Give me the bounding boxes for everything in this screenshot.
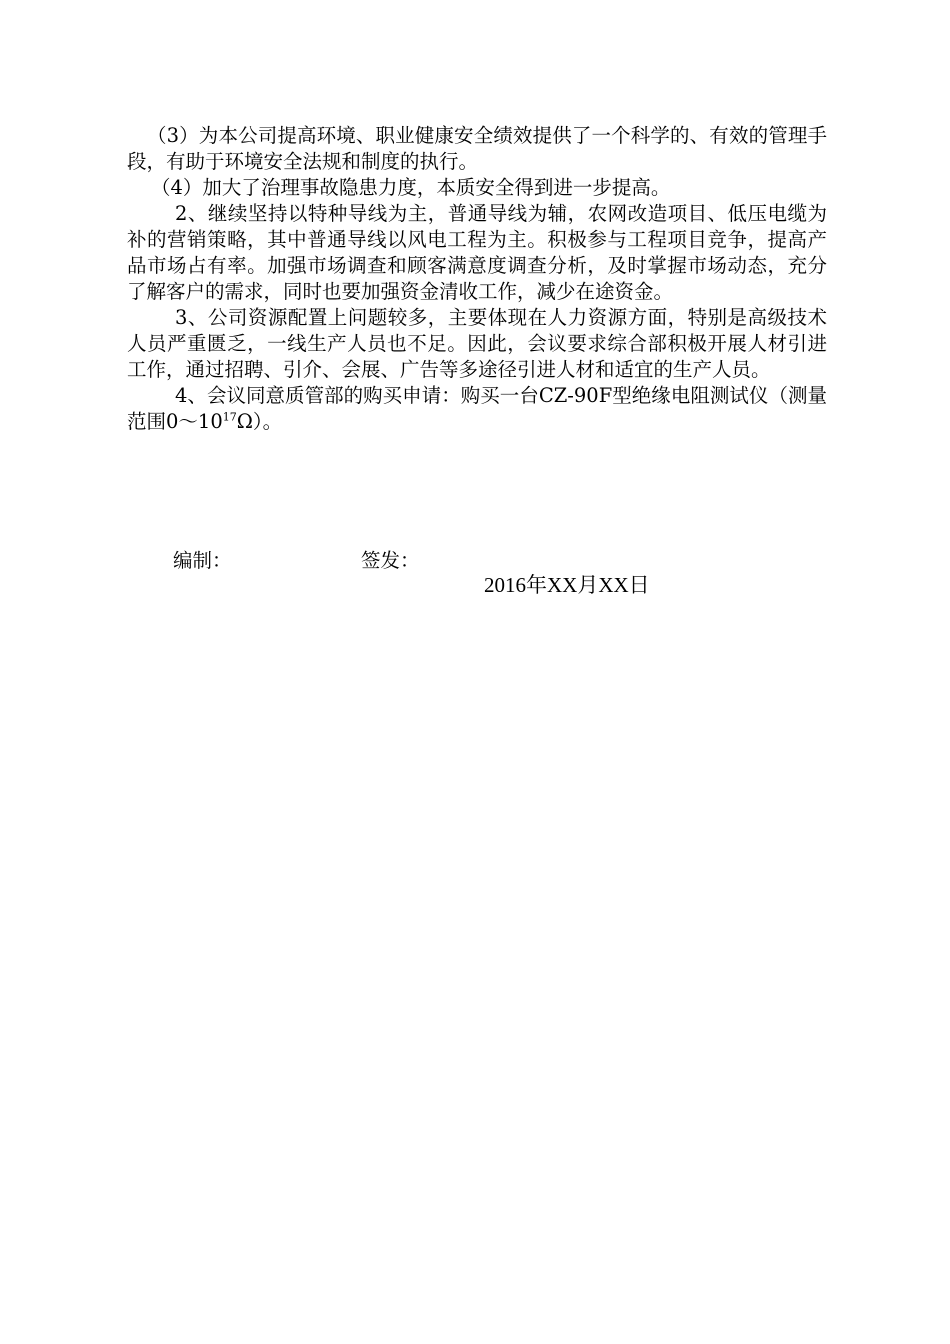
issued-by-label: 签发： (361, 549, 420, 572)
paragraph-item-4: （4）加大了治理事故隐患力度，本质安全得到进一步提高。 (151, 176, 671, 199)
exponent-superscript: 17 (222, 410, 237, 424)
paragraph-item-3: （3）为本公司提高环境、职业健康安全绩效提供了一个科学的、有效的管理手段，有助于环境安全法规和制度的执行。 (127, 124, 827, 173)
paragraph-point-3: 3、公司资源配置上问题较多，主要体现在人力资源方面，特别是高级技术人员严重匮乏，一线生产人员也不足。因此，会议要求综合部积极开展人材引进工作，通过招聘、引介、会展、广告等多途径引进人材和适宜的生产人员。 (127, 306, 827, 381)
document-date: 2016年XX月XX日 (484, 573, 650, 597)
paragraph-point-4-text: 4、会议同意质管部的购买申请：购买一台CZ-90F型绝缘电阻测试仪（测量范围0～10 (127, 384, 827, 433)
paragraph-point-4-end: Ω）。 (236, 410, 283, 433)
paragraph-point-4 (127, 383, 827, 435)
compiled-by-label: 编制： (173, 549, 232, 572)
document-body (127, 123, 827, 435)
paragraph-point-2: 2、继续坚持以特种导线为主，普通导线为辅，农网改造项目、低压电缆为补的营销策略，其中普通导线以风电工程为主。积极参与工程项目竞争，提高产品市场占有率。加强市场调查和顾客满意度调查分析，及时掌握市场动态，充分了解客户的需求，同时也要加强资金清收工作，减少在途资金。 (127, 202, 827, 303)
